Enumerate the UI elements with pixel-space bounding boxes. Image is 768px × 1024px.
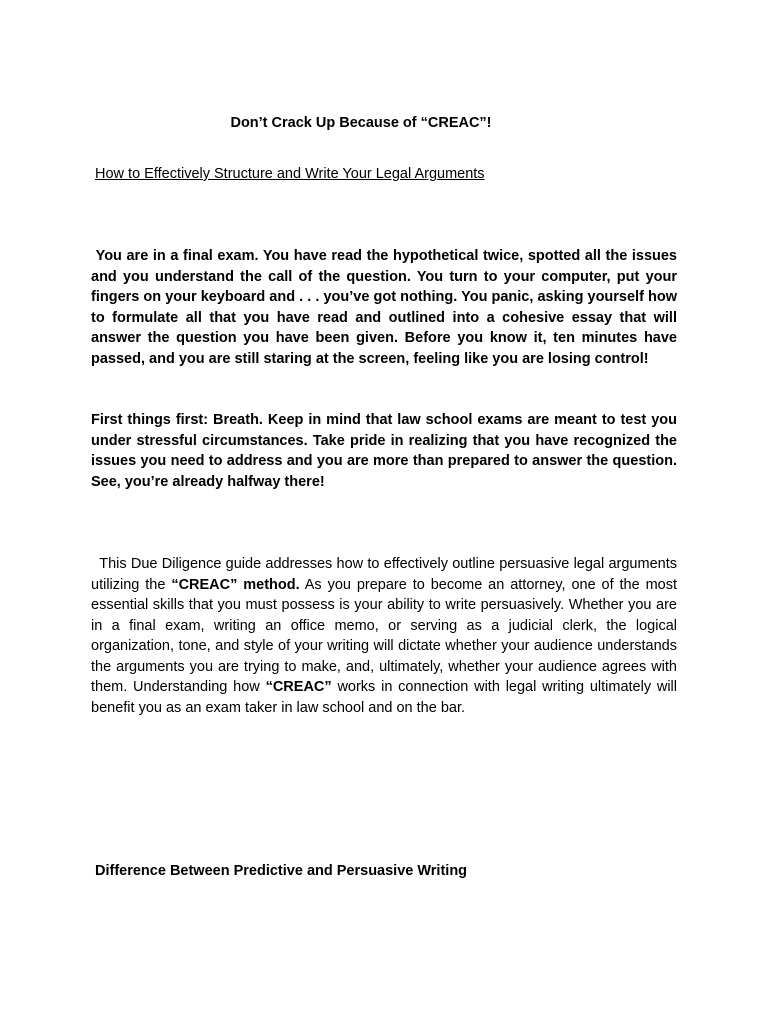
document-title: Don’t Crack Up Because of “CREAC”! [230,115,492,131]
creac-emphasis: “CREAC” [265,679,332,695]
intro-paragraph: You are in a final exam. You have read the hypothetical twice, spotted all the issues and you understand the call of the question. You turn to your computer, put your fingers on your keyboard and . . . you’ve got nothing. You panic, asking yourself how to formulate all that you have read and outlined into a cohesive essay that will answer the question you have been given. Before you know it, ten minutes have passed, and you are still staring at the screen, feeling like you are losing control! [91,248,677,367]
creac-paragraph [91,554,677,718]
section-heading: Difference Between Predictive and Persuasive Writing [95,863,468,879]
creac-paragraph-text-2: As you prepare to become an attorney, one of the most essential skills that you must possess is your ability to write persuasively. Whether you are in a final exam, writing an office memo, or serving as a judicial clerk, the logical organization, tone, and style of your writing will dictate whether your audience understands the arguments you are trying to make, and, ultimately, whether your audience agrees with them. Understanding how [91,576,677,695]
breath-paragraph: First things first: Breath. Keep in mind that law school exams are meant to test you under stressful circumstances. Take pride in realizing that you have recognized the issues you need to address and you are more than prepared to answer the question. See, you’re already halfway there! [91,412,677,490]
document-subtitle: How to Effectively Structure and Write Your Legal Arguments [95,166,485,182]
creac-method-emphasis: “CREAC” method. [171,576,300,593]
creac-paragraph-text-1: This Due Diligence guide addresses how to effectively outline persuasive legal arguments utilizing the [91,556,677,593]
creac-paragraph-text-3: works in connection with legal writing ultimately will benefit you as an exam taker in law school and on the bar. [91,679,678,716]
